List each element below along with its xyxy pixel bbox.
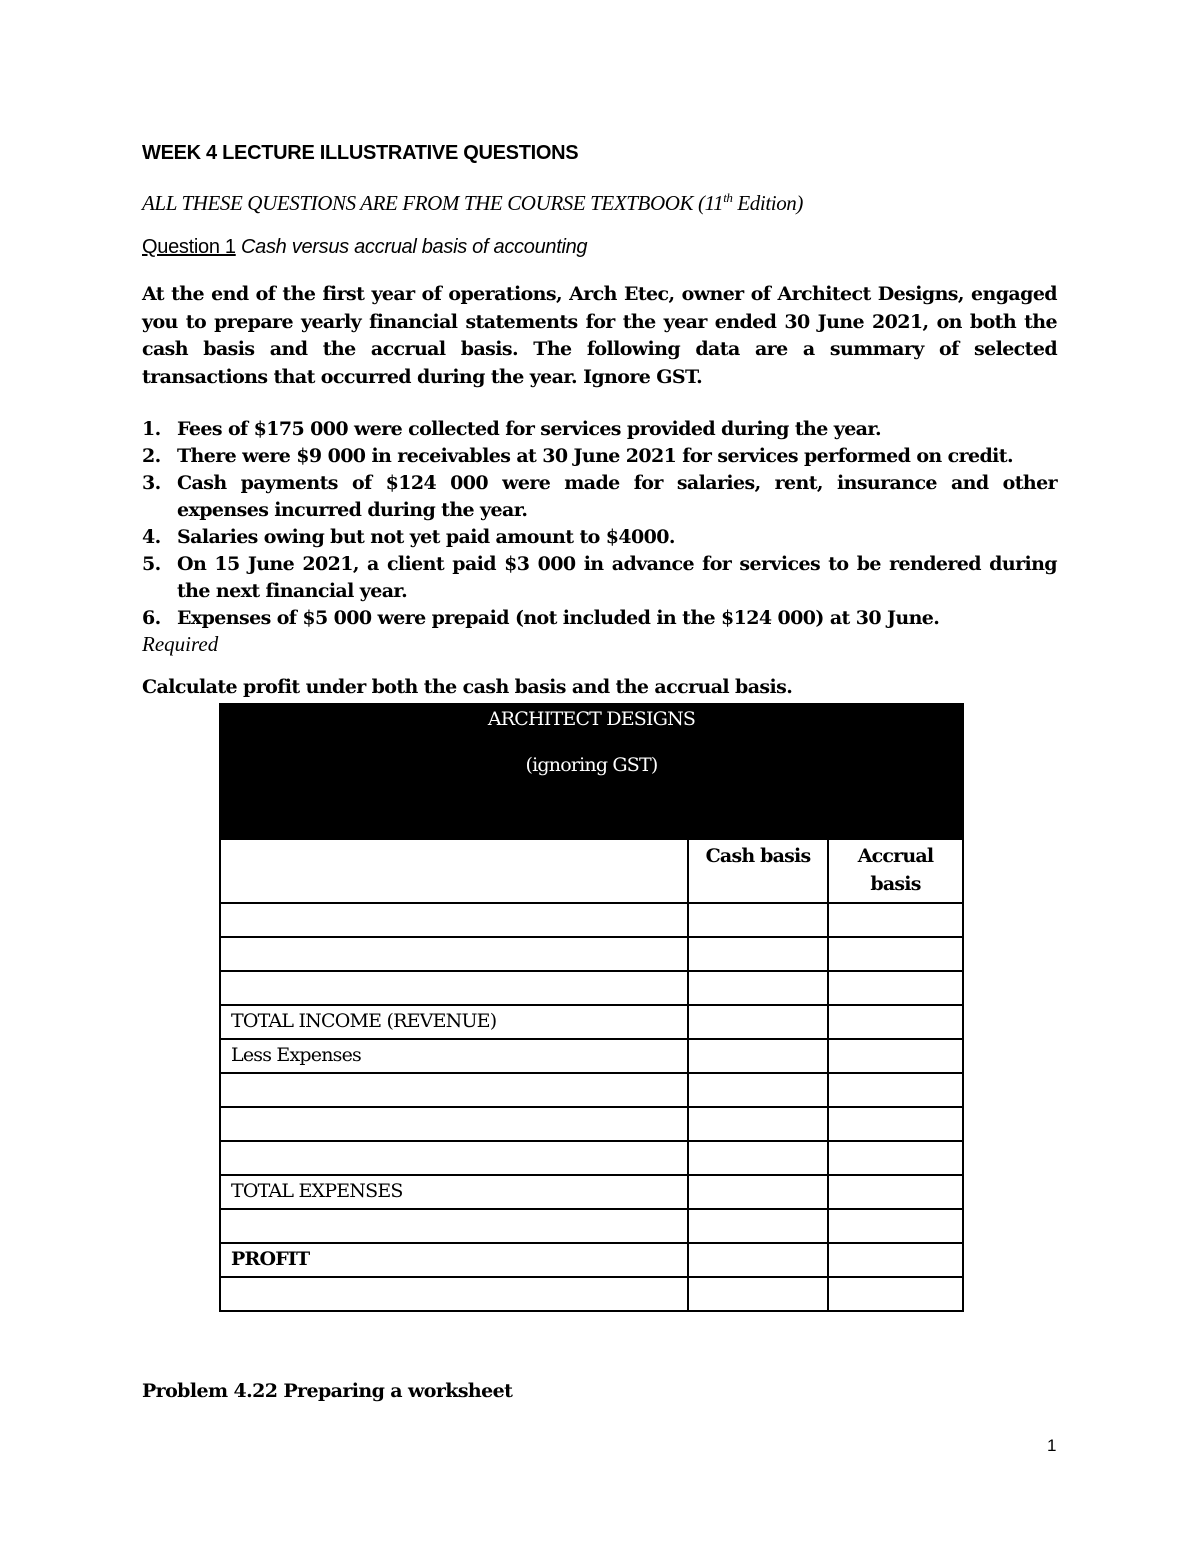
table-subheading: (ignoring GST)	[525, 754, 658, 776]
accrual-value-cell	[828, 937, 963, 971]
list-item-text: Salaries owing but not yet paid amount to $4000.	[177, 526, 675, 548]
table-heading-cell	[220, 704, 963, 839]
cash-value-cell	[688, 903, 828, 937]
accrual-value-cell	[828, 1039, 963, 1073]
row-label	[220, 937, 688, 971]
page-number: 1	[1047, 1436, 1057, 1455]
list-item	[142, 416, 1057, 443]
row-label	[220, 1141, 688, 1175]
list-item-number: 3.	[142, 472, 161, 494]
subtitle-text: ALL THESE QUESTIONS ARE FROM THE COURSE TEXTBOOK (11	[142, 191, 724, 215]
question-intro: At the end of the first year of operations, Arch Etec, owner of Architect Designs, engaged you to prepare yearly financial statements for the year ended 30 June 2021, on both the cash basis and the accrual basis. The following data are a summary of selected transactions that occurred during the year. Ignore GST.	[142, 283, 1057, 388]
accrual-value-cell	[828, 1209, 963, 1243]
accrual-value-cell	[828, 971, 963, 1005]
row-label	[220, 1209, 688, 1243]
table-row	[220, 1141, 963, 1175]
column-header-accrual: Accrual basis	[828, 839, 963, 903]
accrual-value-cell	[828, 903, 963, 937]
cash-value-cell	[688, 971, 828, 1005]
cash-value-cell	[688, 1141, 828, 1175]
list-item	[142, 551, 1057, 605]
row-label: TOTAL EXPENSES	[220, 1175, 688, 1209]
cash-value-cell	[688, 937, 828, 971]
question-heading	[142, 236, 587, 259]
row-label	[220, 1073, 688, 1107]
accrual-value-cell	[828, 1277, 963, 1311]
cash-value-cell	[688, 1209, 828, 1243]
table-heading: ARCHITECT DESIGNS	[487, 708, 696, 730]
list-item	[142, 470, 1057, 524]
list-item-number: 1.	[142, 418, 161, 440]
table-row	[220, 903, 963, 937]
list-item	[142, 524, 1057, 551]
list-item-number: 6.	[142, 607, 161, 629]
cash-value-cell	[688, 1277, 828, 1311]
required-label: Required	[142, 632, 219, 656]
question-topic: Cash versus accrual basis of accounting	[241, 236, 588, 258]
subtitle-edition: Edition)	[732, 191, 804, 215]
row-label	[220, 1107, 688, 1141]
table-row	[220, 1039, 963, 1073]
subtitle-superscript: th	[723, 190, 733, 205]
cash-value-cell	[688, 1175, 828, 1209]
row-label: PROFIT	[220, 1243, 688, 1277]
question-number: Question 1	[142, 236, 236, 258]
row-label	[220, 1277, 688, 1311]
accrual-value-cell	[828, 1005, 963, 1039]
cash-value-cell	[688, 1073, 828, 1107]
profit-statement-table	[219, 703, 964, 1312]
column-header-cash: Cash basis	[688, 839, 828, 903]
table-row	[220, 1005, 963, 1039]
row-label	[220, 903, 688, 937]
cash-value-cell	[688, 1107, 828, 1141]
table-cell	[220, 839, 688, 903]
table-row	[220, 1073, 963, 1107]
instruction-text: Calculate profit under both the cash basis and the accrual basis.	[142, 676, 793, 698]
page-subtitle	[142, 190, 803, 216]
table-row	[220, 1277, 963, 1311]
cash-value-cell	[688, 1243, 828, 1277]
table-row	[220, 971, 963, 1005]
list-item-number: 5.	[142, 553, 161, 575]
list-item-text: On 15 June 2021, a client paid $3 000 in advance for services to be rendered during the next financial year.	[177, 553, 1057, 602]
list-item-text: There were $9 000 in receivables at 30 June 2021 for services performed on credit.	[177, 445, 1013, 467]
accrual-value-cell	[828, 1073, 963, 1107]
list-item-number: 2.	[142, 445, 161, 467]
transaction-list	[142, 416, 1057, 632]
list-item	[142, 443, 1057, 470]
accrual-value-cell	[828, 1141, 963, 1175]
next-problem-heading: Problem 4.22 Preparing a worksheet	[142, 1380, 513, 1402]
list-item-text: Cash payments of $124 000 were made for salaries, rent, insurance and other expenses incurred during the year.	[177, 472, 1057, 521]
table-row	[220, 1209, 963, 1243]
cash-value-cell	[688, 1005, 828, 1039]
list-item	[142, 605, 1057, 632]
page-title: WEEK 4 LECTURE ILLUSTRATIVE QUESTIONS	[142, 142, 579, 164]
list-item-text: Expenses of $5 000 were prepaid (not included in the $124 000) at 30 June.	[177, 607, 940, 629]
accrual-value-cell	[828, 1243, 963, 1277]
row-label	[220, 971, 688, 1005]
accrual-value-cell	[828, 1175, 963, 1209]
row-label: Less Expenses	[220, 1039, 688, 1073]
accrual-value-cell	[828, 1107, 963, 1141]
table-row	[220, 1107, 963, 1141]
list-item-text: Fees of $175 000 were collected for services provided during the year.	[177, 418, 882, 440]
row-label: TOTAL INCOME (REVENUE)	[220, 1005, 688, 1039]
table-row	[220, 937, 963, 971]
table-row	[220, 1243, 963, 1277]
list-item-number: 4.	[142, 526, 161, 548]
cash-value-cell	[688, 1039, 828, 1073]
table-row	[220, 1175, 963, 1209]
